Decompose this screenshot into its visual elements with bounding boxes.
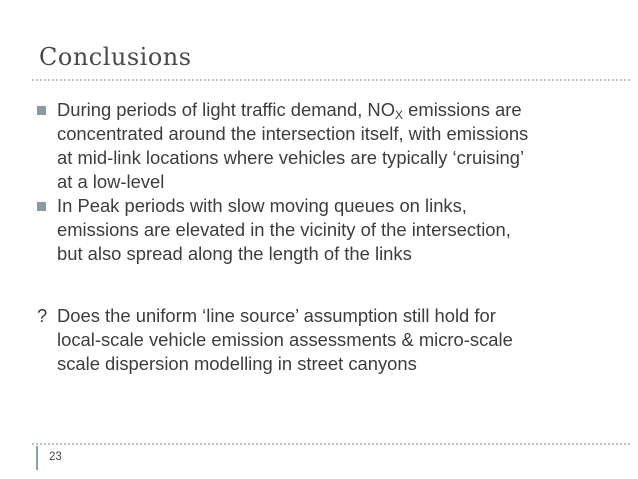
- title-divider: [32, 79, 630, 81]
- bullet-3-line-2: local-scale vehicle emission assessments & micro-scale: [57, 329, 513, 350]
- page-number-bar: [36, 446, 38, 470]
- square-bullet-icon: [37, 202, 46, 211]
- bullet-item-1: [37, 98, 637, 194]
- slide-title: Conclusions: [39, 43, 192, 71]
- bullet-2-line-1: In Peak periods with slow moving queues on links,: [57, 195, 467, 216]
- bullet-1-line-4: at a low-level: [57, 171, 165, 192]
- bullet-1-line-2: concentrated around the intersection itself, with emissions: [57, 123, 529, 144]
- bullet-item-2: [37, 194, 637, 266]
- bullet-2-line-3: but also spread along the length of the links: [57, 243, 412, 264]
- footer-divider: [32, 443, 630, 445]
- bullet-1-line-1: During periods of light traffic demand, $NO_X$ emissions are: [57, 99, 522, 122]
- bullet-list: [37, 98, 637, 376]
- page-number: 23: [49, 451, 62, 463]
- bullet-2-line-2: emissions are elevated in the vicinity of the intersection,: [57, 219, 511, 240]
- bullet-item-3: [37, 304, 637, 376]
- square-bullet-icon: [37, 106, 46, 115]
- bullet-1-line-3: at mid-link locations where vehicles are typically ‘cruising’: [57, 147, 525, 168]
- subscript-x: X: [395, 108, 404, 122]
- bullet-3-line-1: Does the uniform ‘line source’ assumption still hold for: [57, 305, 496, 326]
- question-bullet-icon: ?: [37, 305, 48, 326]
- bullet-3-line-3: scale dispersion modelling in street canyons: [57, 353, 417, 374]
